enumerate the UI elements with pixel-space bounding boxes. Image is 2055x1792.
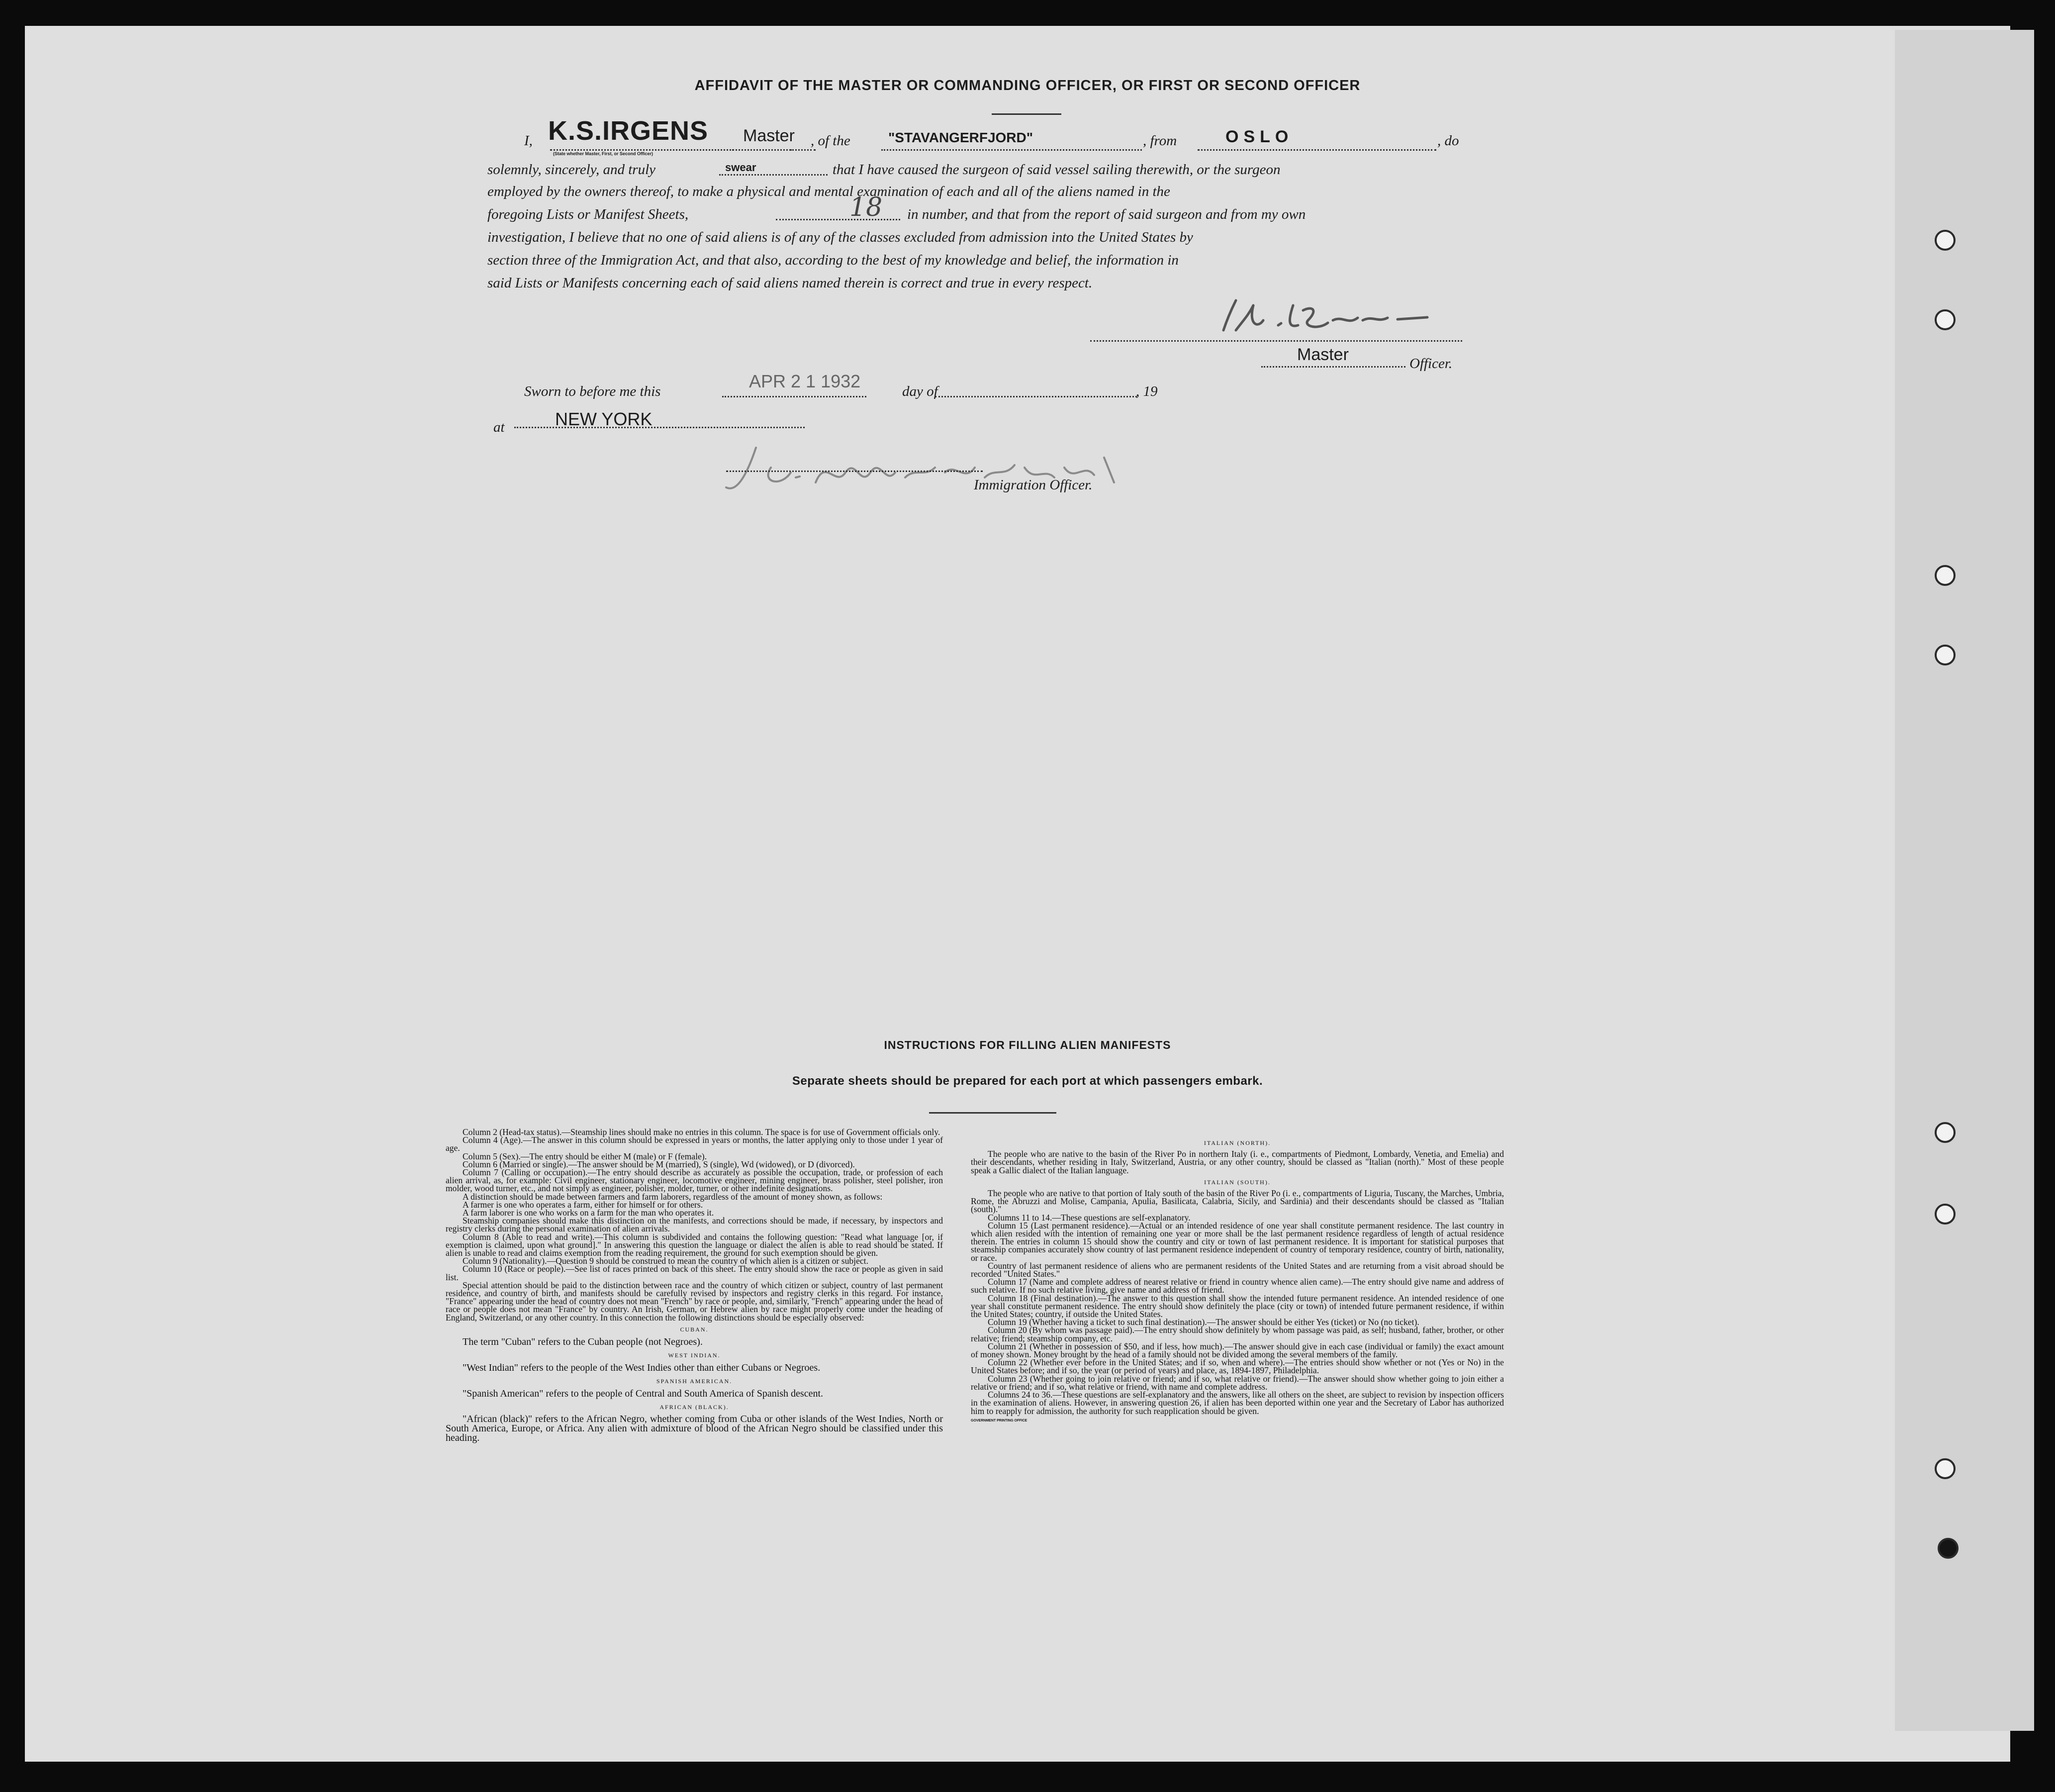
port-name: OSLO xyxy=(1225,127,1294,146)
line4-text: foregoing Lists or Manifest Sheets, xyxy=(487,206,689,222)
instruction-paragraph: Column 19 (Whether having a ticket to such final destination).—The answer should be either Yes (ticket) or No (no ticket). xyxy=(988,1317,1419,1327)
instruction-paragraph: Column 10 (Race or people).—See list of races printed on back of this sheet. The entry should show the race or people as given in said list. xyxy=(446,1264,943,1282)
day-of-label: day of xyxy=(902,383,938,399)
instruction-paragraph: "African (black)" refers to the African Negro, whether coming from Cuba or other islands of the West Indies, North or South America, Europe, or Africa. Any alien with admixture of blood of the African Negro should be classified under this heading. xyxy=(446,1413,943,1443)
affidavit-line-7: said Lists or Manifests concerning each of said aliens named therein is correct and true in every respect. xyxy=(487,275,1093,291)
instruction-paragraph: Column 4 (Age).—The answer in this column should be expressed in years or months, the latter applying only to those under 1 year of age. xyxy=(446,1135,943,1153)
instructions-title: INSTRUCTIONS FOR FILLING ALIEN MANIFESTS xyxy=(884,1038,1171,1051)
instruction-paragraph: "West Indian" refers to the people of the West Indies other than either Cubans or Negroes. xyxy=(463,1362,821,1374)
immigration-officer-signature xyxy=(716,438,1164,507)
affidavit-title: AFFIDAVIT OF THE MASTER OR COMMANDING OFFICER, OR FIRST OR SECOND OFFICER xyxy=(694,78,1361,94)
instruction-paragraph: A distinction should be made between farmers and farm laborers, regardless of the amount of money shown, as follows: xyxy=(463,1191,883,1202)
line2-text: solemnly, sincerely, and truly xyxy=(487,162,656,178)
instruction-paragraph: Column 15 (Last permanent residence).—Actual or an intended residence of one year shall constitute permanent residence. The last country in which alien resided with the intention of remaining one year or more shall be the last permanent residence regardless of length of actual residence therein. The entries in column 15 should show the country and city or town of last permanent residence. It is important for statistical purposes that steamship companies accurately show country of last permanent residence independent of country of temporary residence, country of birth, nationality, or race. xyxy=(971,1220,1504,1263)
instruction-paragraph: Column 7 (Calling or occupation).—The entry should describe as accurately as possible the occupation, trade, or profession of each alien arrival, as, for example: Civil engineer, stationary engineer, locomotive engineer, mining engineer, brass polisher, steel polisher, iron molder, wood turner, etc., and not simply as engineer, polisher, molder, turner, or other indefinite designations. xyxy=(446,1167,943,1194)
instructions-right-column xyxy=(971,1135,1504,1425)
at-label: at xyxy=(493,419,505,435)
binder-hole xyxy=(1935,565,1956,586)
dotted-line xyxy=(732,149,816,151)
dotted-line xyxy=(776,219,900,220)
affidavit-line-5: investigation, I believe that no one of said aliens is of any of the classes excluded from admission into the United States by xyxy=(487,229,1193,245)
instruction-paragraph: Column 21 (Whether in possession of $50, and if less, how much).—The answer should give in each case (individual or family) the exact amount of money shown. Money brought by the head of a family should not be divided among the several members of the family. xyxy=(971,1341,1504,1360)
instruction-paragraph: Column 18 (Final destination).—The answer to this question shall show the intended future permanent residence. An intended residence of one year shall constitute permanent residence. The entry should show definitely the place (city or town) of intended future permanent residence, if within the United States; country, if outside the United States. xyxy=(971,1293,1504,1320)
section-heading: ITALIAN (SOUTH). xyxy=(1204,1178,1271,1186)
oath-value: swear xyxy=(725,161,756,174)
instruction-paragraph: Column 22 (Whether ever before in the United States; and if so, when and where).—The entries should show whether or not (Yes or No) in the United States before; and if so, the year (or period of years) and place, as, 1894-1897, Philadelphia. xyxy=(971,1357,1504,1376)
affidavit-line-6: section three of the Immigration Act, and that also, according to the best of my knowledge and belief, the information in xyxy=(487,252,1179,268)
instruction-paragraph: Column 23 (Whether going to join relative or friend; and if so, what relative or friend).—The answer should show whether going to join either a relative or friend; and if so, what relative or friend, with name and complete address. xyxy=(971,1373,1504,1392)
line4-text-continued: in number, and that from the report of said surgeon and from my own xyxy=(907,206,1306,222)
date-stamp: APR 2 1 1932 xyxy=(749,371,861,391)
do-label: , do xyxy=(1437,133,1459,149)
binder-hole xyxy=(1935,1204,1956,1225)
divider xyxy=(929,1112,1056,1114)
instruction-paragraph: Steamship companies should make this distinction on the manifests, and corrections should be made, if necessary, by inspectors and registry clerks during the personal examination of alien arrivals. xyxy=(446,1216,943,1234)
instruction-paragraph: The people who are native to that portion of Italy south of the basin of the River Po (i. e., compartments of Liguria, Tuscany, the Marches, Umbria, Rome, the Abruzzi and Molise, Campania, Apulia, Basilicata, Calabria, Sicily, and Sardinia) and their descendants should be classed as "Italian (south)." xyxy=(971,1188,1504,1215)
sworn-label: Sworn to before me this xyxy=(524,383,661,399)
dotted-line xyxy=(1090,340,1462,342)
instruction-paragraph: Columns 11 to 14.—These questions are self-explanatory. xyxy=(988,1212,1191,1223)
signature-rank: Master xyxy=(1297,345,1349,364)
rank-hint: (State whether Master, First, or Second Officer) xyxy=(553,151,654,156)
master-signature xyxy=(1214,295,1442,341)
master-name: K.S.IRGENS xyxy=(548,116,709,146)
instruction-paragraph: Special attention should be paid to the distinction between race and the country of which citizen or subject, country of last permanent residence, and country of birth, and manifests should be carefully revised by inspectors and registry clerks in this regard. For instance, "France" appearing under the head of country does not mean "French" by race or people, and, similarly, "French" appearing under the head of race or people does not mean "France" by country. An Irish, German, or Hebrew alien by race might properly come under the heading of England, Switzerland, or any other country. In this connection the following distinctions should be especially observed: xyxy=(446,1280,943,1322)
affidavit-line-4 xyxy=(487,192,1462,226)
sworn-line xyxy=(524,371,1270,403)
section-heading: CUBAN. xyxy=(680,1325,709,1333)
instruction-paragraph: The term "Cuban" refers to the Cuban people (not Negroes). xyxy=(463,1336,703,1348)
officer-label: Officer. xyxy=(1409,356,1453,372)
immigration-officer-label: Immigration Officer. xyxy=(974,477,1093,493)
year-prefix: , 19 xyxy=(1136,383,1158,399)
rank-value: Master xyxy=(743,126,795,145)
affidavit-line-3: employed by the owners thereof, to make a physical and mental examination of each and all of the aliens named in the xyxy=(487,184,1170,199)
affidavit-line-2 xyxy=(487,158,1462,181)
section-heading: WEST INDIAN. xyxy=(668,1352,721,1359)
instruction-paragraph: Column 9 (Nationality).—Question 9 should be construed to mean the country of which alien is a citizen or subject. xyxy=(463,1256,868,1266)
instruction-paragraph: Column 8 (Able to read and write).—This column is subdivided and contains the following question: "Read what language [or, if exemption is claimed, upon what ground]." In answering this question the language or dialect the alien is able to read should be stated. If alien is unable to read and claims exemption from the reading requirement, the ground for such exemption should be given. xyxy=(446,1231,943,1258)
instruction-paragraph: The people who are native to the basin of the River Po in northern Italy (i. e., compartments of Piedmont, Lombardy, Venetia, and Emelia) and their descendants, whether residing in Italy, Switzerland, Austria, or any other country, should be classed as "Italian (north)." Most of these people speak a Gallic dialect of the Italian language. xyxy=(971,1149,1504,1175)
binder-hole xyxy=(1935,1122,1956,1143)
bleed-through-edge xyxy=(1895,30,2034,1731)
instruction-paragraph: Column 5 (Sex).—The entry should be either M (male) or F (female). xyxy=(463,1151,707,1161)
line2-text-continued: that I have caused the surgeon of said vessel sailing therewith, or the surgeon xyxy=(833,162,1281,178)
binder-hole xyxy=(1935,230,1956,251)
dotted-line xyxy=(1261,366,1405,368)
instructions-subtitle: Separate sheets should be prepared for each port at which passengers embark. xyxy=(792,1074,1263,1088)
binder-hole xyxy=(1935,309,1956,330)
section-heading: AFRICAN (BLACK). xyxy=(659,1404,729,1411)
dotted-line xyxy=(935,396,1137,397)
of-the-label: , of the xyxy=(811,133,850,149)
divider xyxy=(992,113,1061,115)
printer-imprint: GOVERNMENT PRINTING OFFICE xyxy=(971,1418,1028,1422)
instruction-paragraph: "Spanish American" refers to the people of Central and South America of Spanish descent. xyxy=(463,1388,824,1400)
instruction-paragraph: Columns 24 to 36.—These questions are self-explanatory and the answers, like all others on the sheet, are subject to revision by inspection officers in the examination of aliens. However, in answering question 26, if alien has been deported within one year and the Secretary of Labor has authorized him to reapply for admission, the authority for such reapplication should be given. xyxy=(971,1390,1504,1416)
binder-hole xyxy=(1938,1538,1959,1559)
section-heading: SPANISH AMERICAN. xyxy=(656,1378,733,1385)
dotted-line xyxy=(881,149,1142,151)
instruction-paragraph: Column 20 (By whom was passage paid).—The entry should show definitely by whom passage was paid, as self; husband, father, brother, or other relative; friend; steamship company, etc. xyxy=(971,1325,1504,1343)
from-label: , from xyxy=(1143,133,1177,149)
binder-hole xyxy=(1935,645,1956,665)
dotted-line xyxy=(722,396,866,397)
binder-hole xyxy=(1935,1458,1956,1479)
instruction-paragraph: A farm laborer is one who works on a farm for the man who operates it. xyxy=(463,1208,714,1218)
place-value: NEW YORK xyxy=(555,409,653,429)
instruction-paragraph: A farmer is one who operates a farm, either for himself or for others. xyxy=(463,1199,703,1210)
instruction-paragraph: Column 6 (Married or single).—The answer should be M (married), S (single), Wd (widowed), or D (divorced). xyxy=(463,1159,855,1169)
instruction-paragraph: Column 2 (Head-tax status).—Steamship lines should make no entries in this column. The space is for use of Government officials only. xyxy=(463,1127,940,1137)
sheet-count: 18 xyxy=(849,192,883,222)
i-label: I, xyxy=(524,133,533,149)
dotted-line xyxy=(514,427,805,428)
instruction-paragraph: Country of last permanent residence of aliens who are permanent residents of the United States and are returning from a visit abroad should be recorded "United States." xyxy=(971,1260,1504,1279)
instruction-paragraph: Column 17 (Name and complete address of nearest relative or friend in country whence alien came).—The entry should give name and address of such relative. If no such relative living, give name and address of friend. xyxy=(971,1277,1504,1295)
section-heading: ITALIAN (NORTH). xyxy=(1204,1139,1271,1146)
dotted-line xyxy=(726,471,983,472)
dotted-line xyxy=(1198,149,1436,151)
dotted-line xyxy=(719,174,828,176)
instructions-left-column xyxy=(446,1128,943,1443)
vessel-name: "STAVANGERFJORD" xyxy=(888,130,1033,145)
